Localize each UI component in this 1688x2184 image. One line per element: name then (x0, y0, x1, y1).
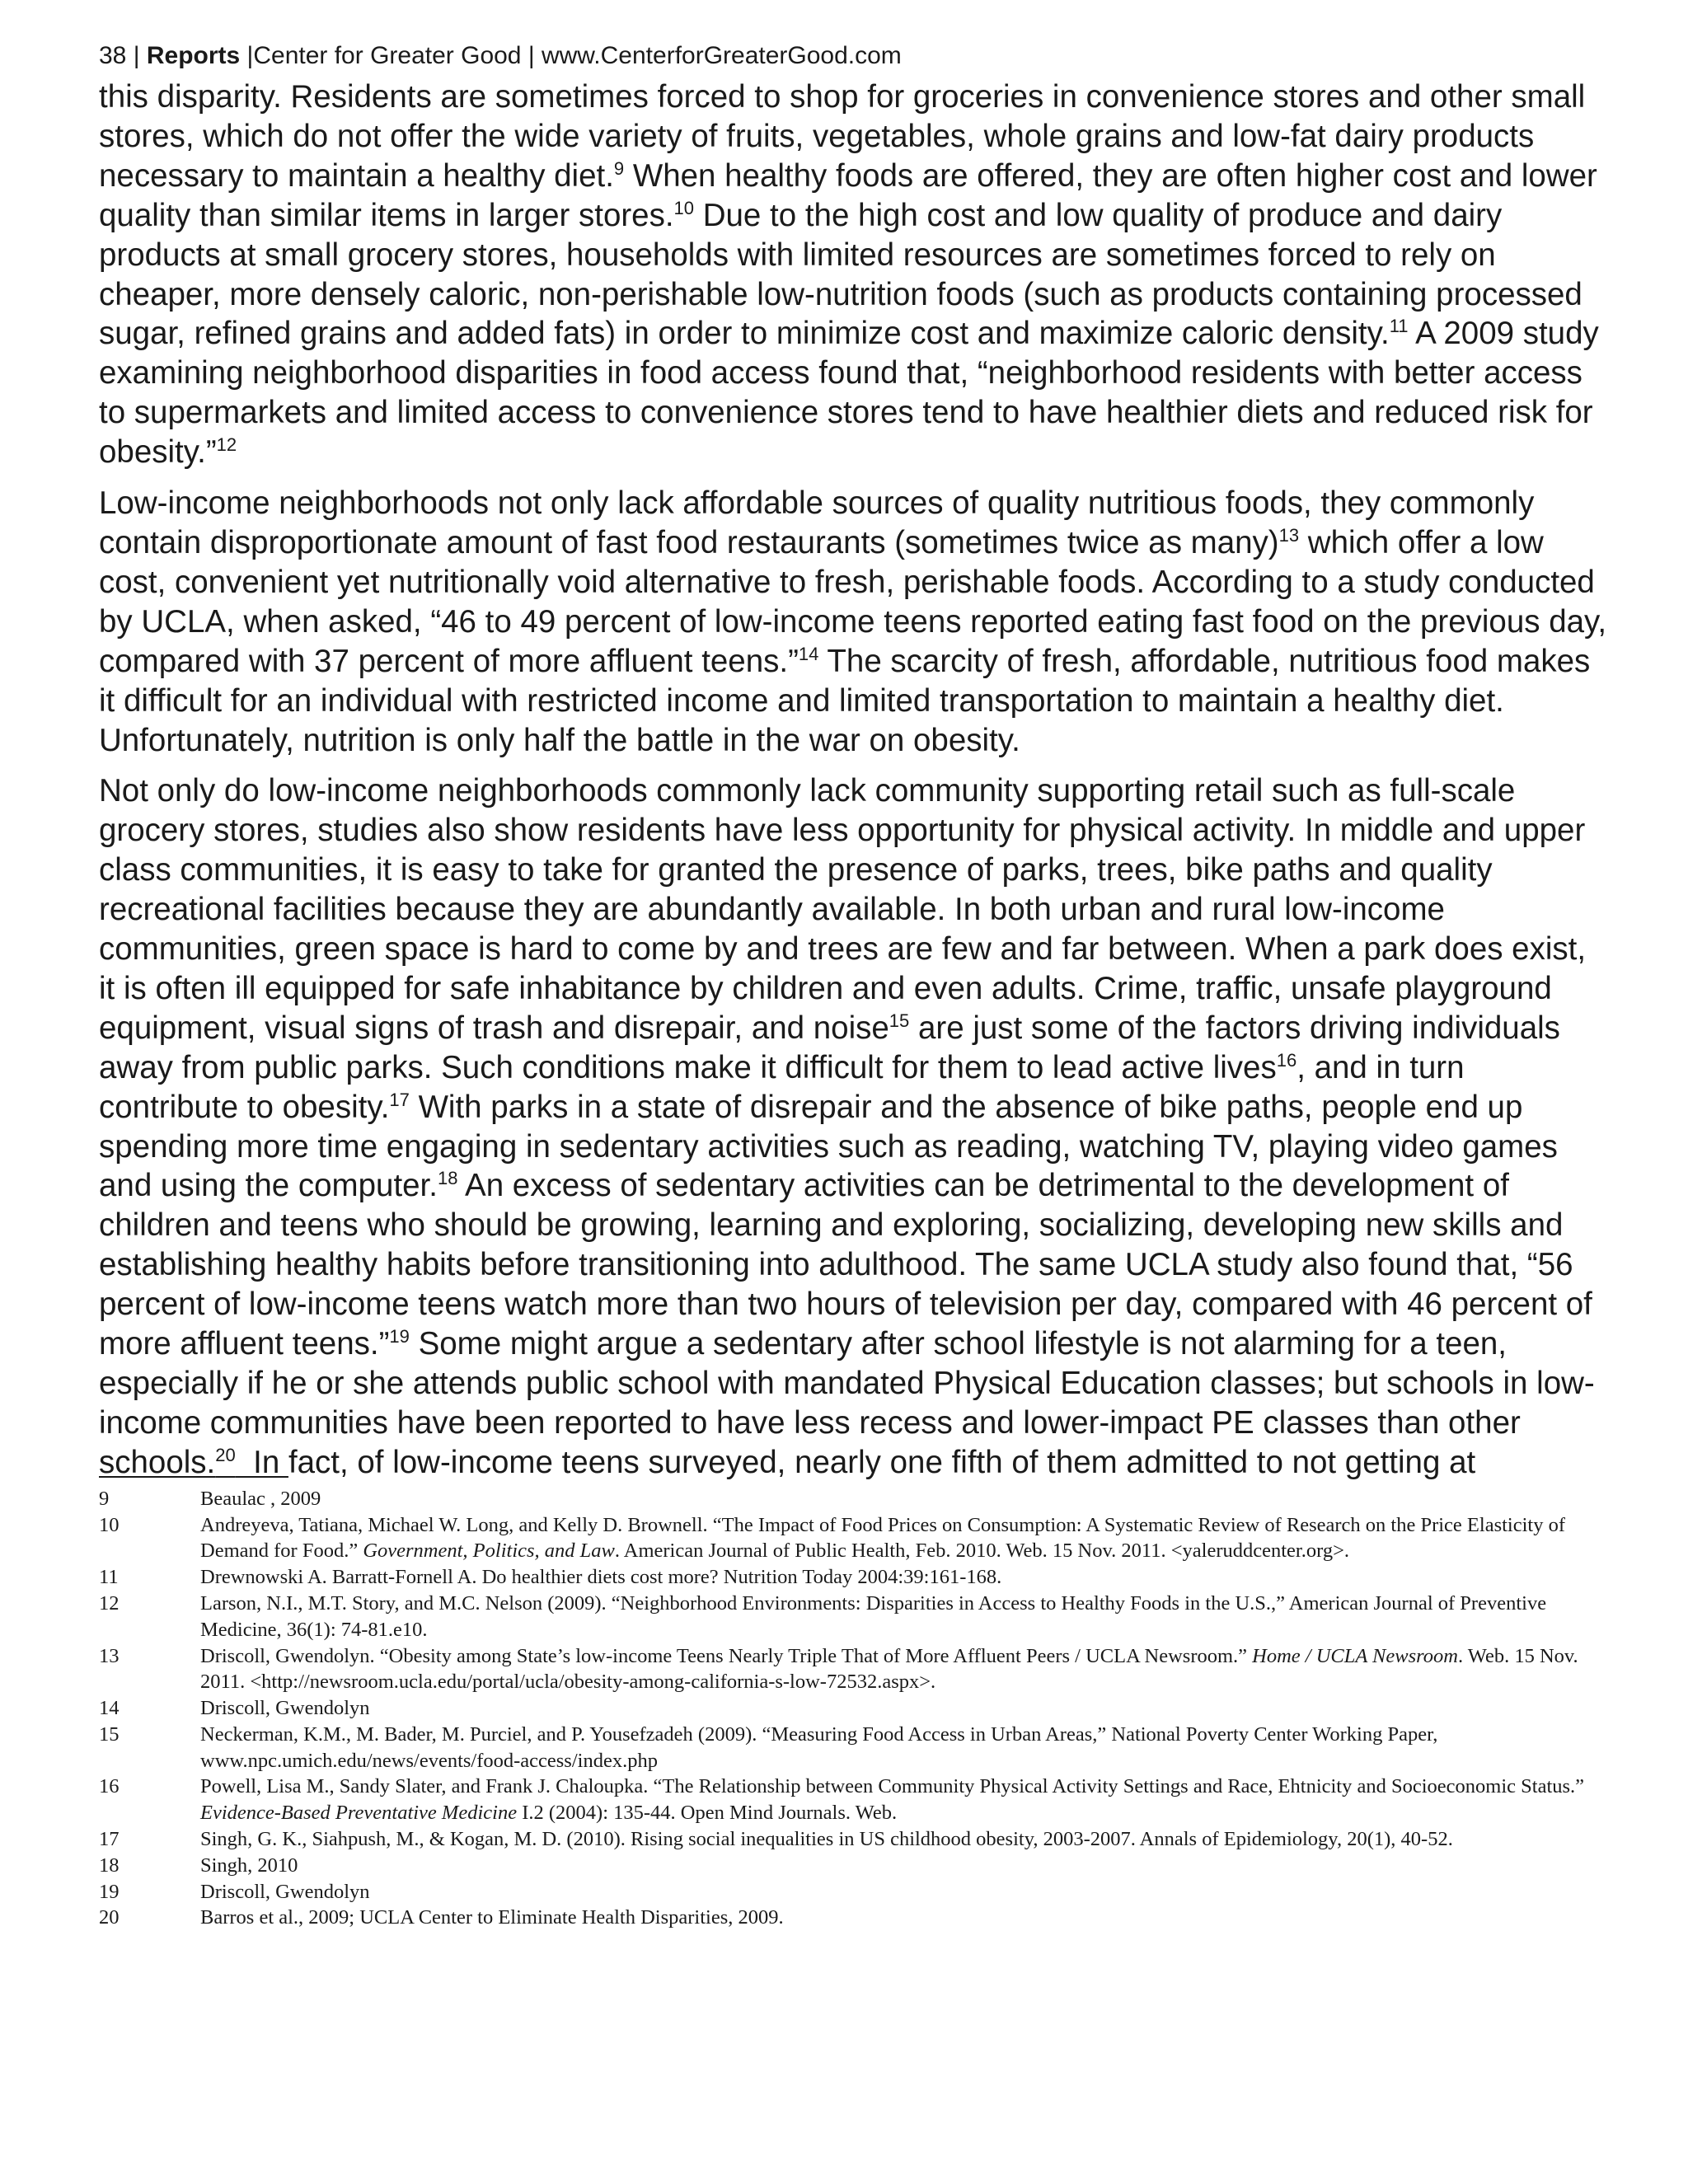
header-org: Center for Greater Good (253, 42, 522, 69)
paragraph-1 (99, 77, 1607, 472)
footnote-number: 13 (99, 1644, 120, 1667)
text-run: , and in turn contribute to obesity. (99, 1049, 1465, 1125)
text-run: which offer a low cost, convenient yet nutritionally void alternative to fresh, perishable foods. According to a study conducted by UCLA, when asked, “46 to 49 percent of low-income teens reported eating fast food on the previous day, compared with 37 percent of more affluent teens.” (99, 524, 1607, 679)
text-run: In (235, 1444, 288, 1480)
running-header (99, 40, 1607, 73)
footnote-19 (99, 1879, 1607, 1905)
footnote-text (200, 1512, 1607, 1565)
text-run: With parks in a state of disrepair and the absence of bike paths, people end up spending more time engaging in sedentary activities such as reading, watching TV, playing video games and using the computer. (99, 1089, 1558, 1204)
footnote-text (200, 1643, 1607, 1696)
footnote-number: 17 (99, 1828, 120, 1851)
footnote-ref: 17 (389, 1089, 410, 1110)
footnote-number: 20 (99, 1906, 120, 1929)
footnote-ref: 13 (1278, 524, 1300, 546)
text-run: Driscoll, Gwendolyn. “Obesity among State’s low-income Teens Nearly Triple That of More Affluent Peers / UCLA Newsroom.” (200, 1644, 1253, 1667)
footnote-20 (99, 1905, 1607, 1931)
footnote-15 (99, 1722, 1607, 1774)
text-run: I.2 (2004): 135-44. Open Mind Journals. Web. (517, 1802, 898, 1825)
text-run: A 2009 study examining neighborhood disparities in food access found that, “neighborhood residents with better access to supermarkets and limited access to convenience stores tend to have healthier diets and reduced risk for obesity.” (99, 316, 1599, 471)
footnote-text (200, 1774, 1607, 1826)
footnote-text: Neckerman, K.M., M. Bader, M. Purciel, and P. Yousefzadeh (2009). “Measuring Food Access in Urban Areas,” National Poverty Center Working Paper, www.npc.umich.edu/news/events/food-access/index.php (200, 1722, 1438, 1772)
text-run: . American Journal of Public Health, Feb. 2010. Web. 15 Nov. 2011. <yaleruddcenter.org>. (614, 1540, 1350, 1563)
footnote-11 (99, 1564, 1607, 1591)
text-run: fact, of low-income teens surveyed, nearly one fifth of them admitted to not getting at (288, 1444, 1476, 1480)
footnote-text: Larson, N.I., M.T. Story, and M.C. Nelson (2009). “Neighborhood Environments: Disparities in Access to Healthy Foods in the U.S.,” American Journal of Preventive Medicine, 36(1): 74-81.e10. (200, 1591, 1547, 1641)
footnote-text: Drewnowski A. Barratt-Fornell A. Do healthier diets cost more? Nutrition Today 2004:39:161-168. (200, 1566, 1002, 1589)
text-run: are just some of the factors driving individuals away from public parks. Such conditions make it difficult for them to lead active lives (99, 1010, 1560, 1085)
body-text (99, 77, 1607, 1483)
footnote-10 (99, 1512, 1607, 1565)
header-separator: | (240, 42, 254, 69)
footnote-number: 16 (99, 1775, 120, 1798)
footnote-number: 12 (99, 1591, 120, 1615)
text-run: Low-income neighborhoods not only lack affordable sources of quality nutritious foods, they commonly contain disproportionate amount of fast food restaurants (sometimes twice as many) (99, 485, 1535, 560)
footnotes (99, 1486, 1607, 1932)
footnote-ref: 14 (798, 643, 819, 664)
footnote-ref: 15 (889, 1010, 910, 1031)
header-url: www.CenterforGreaterGood.com (541, 42, 902, 69)
footnote-ref: 18 (437, 1168, 458, 1189)
footnote-number: 9 (99, 1487, 110, 1510)
header-separator: | (521, 42, 542, 69)
footnote-ref: 9 (613, 157, 625, 179)
text-run: When healthy foods are offered, they are often higher cost and lower quality than similar items in larger stores. (99, 157, 1597, 233)
footnote-ref: 16 (1276, 1049, 1297, 1071)
italic-title: Evidence-Based Preventative Medicine (200, 1802, 518, 1825)
footnote-number: 11 (99, 1566, 119, 1589)
footnote-text: Driscoll, Gwendolyn (200, 1697, 370, 1720)
footnote-number: 14 (99, 1697, 120, 1720)
footnote-number: 19 (99, 1880, 120, 1903)
underlined-text (99, 1445, 288, 1480)
document-page (99, 40, 1607, 1931)
footnote-ref: 12 (216, 434, 237, 456)
italic-title: Home / UCLA Newsroom (1252, 1644, 1458, 1667)
footnote-ref: 20 (215, 1444, 236, 1465)
footnote-13 (99, 1643, 1607, 1696)
text-run: The scarcity of fresh, affordable, nutritious food makes it difficult for an individual with restricted income and limited transportation to maintain a healthy diet. Unfortunately, nutrition is only half the battle in the war on obesity. (99, 643, 1591, 758)
footnote-number: 18 (99, 1854, 120, 1877)
footnote-text: Beaulac , 2009 (200, 1487, 321, 1510)
text-run: Due to the high cost and low quality of produce and dairy products at small grocery stores, households with limited resources are sometimes forced to rely on cheaper, more densely caloric, non-perishable low-nutrition foods (such as products containing processed sugar, refined grains and added fats) in order to minimize cost and maximize caloric density. (99, 197, 1582, 352)
paragraph-3 (99, 771, 1607, 1482)
text-run: Some might argue a sedentary after school lifestyle is not alarming for a teen, especially if he or she attends public school with mandated Physical Education classes; but schools in low-income communities have been reported to have less recess and lower-impact PE classes than other (99, 1326, 1595, 1441)
footnote-text: Singh, 2010 (200, 1854, 298, 1877)
footnote-text: Barros et al., 2009; UCLA Center to Eliminate Health Disparities, 2009. (200, 1906, 784, 1929)
footnote-ref: 10 (673, 197, 695, 218)
footnote-9 (99, 1486, 1607, 1512)
text-run: schools. (99, 1444, 216, 1480)
text-run: this disparity. Residents are sometimes forced to shop for groceries in convenience stores and other small stores, which do not offer the wide variety of fruits, vegetables, whole grains and low-fat dairy products necessary to maintain a healthy diet. (99, 79, 1586, 194)
footnote-12 (99, 1591, 1607, 1643)
footnote-17 (99, 1826, 1607, 1853)
footnote-text: Singh, G. K., Siahpush, M., & Kogan, M. D. (2010). Rising social inequalities in US childhood obesity, 2003-2007. Annals of Epidemiology, 20(1), 40-52. (200, 1828, 1453, 1851)
footnote-16 (99, 1774, 1607, 1826)
footnote-ref: 11 (1389, 316, 1409, 337)
header-separator: | (126, 42, 147, 69)
text-run: Andreyeva, Tatiana, Michael W. Long, and Kelly D. Brownell. “The Impact of Food Prices on Consumption: A Systematic Review of Research on the Price Elasticity of Demand for Food.” (200, 1513, 1565, 1563)
page-number: 38 (99, 42, 127, 69)
text-run: Powell, Lisa M., Sandy Slater, and Frank J. Chaloupka. “The Relationship between Community Physical Activity Settings and Race, Ehtnicity and Socioeconomic Status.” (200, 1775, 1585, 1798)
footnote-number: 10 (99, 1513, 120, 1536)
footnote-ref: 19 (389, 1326, 410, 1347)
footnote-18 (99, 1853, 1607, 1879)
text-run: Not only do low-income neighborhoods commonly lack community supporting retail such as full-scale grocery stores, studies also show residents have less opportunity for physical activity. In middle and upper class communities, it is easy to take for granted the presence of parks, trees, bike paths and quality recreational facilities because they are abundantly available. In both urban and rural low-income communities, green space is hard to come by and trees are few and far between. When a park does exist, it is often ill equipped for safe inhabitance by children and even adults. Crime, traffic, unsafe playground equipment, visual signs of trash and disrepair, and noise (99, 773, 1587, 1046)
text-run: . Web. 15 Nov. 2011. <http://newsroom.ucla.edu/portal/ucla/obesity-among-california-s-low-72532.aspx>. (200, 1644, 1578, 1694)
footnote-text: Driscoll, Gwendolyn (200, 1880, 370, 1903)
text-run: An excess of sedentary activities can be detrimental to the development of children and teens who should be growing, learning and exploring, socializing, developing new skills and establishing healthy habits before transitioning into adulthood. The same UCLA study also found that, “56 percent of low-income teens watch more than two hours of television per day, compared with 46 percent of more affluent teens.” (99, 1168, 1592, 1362)
italic-title: Government, Politics, and Law (363, 1540, 615, 1563)
footnote-number: 15 (99, 1722, 120, 1746)
paragraph-2 (99, 484, 1607, 760)
footnote-14 (99, 1695, 1607, 1722)
header-section: Reports (146, 42, 241, 69)
